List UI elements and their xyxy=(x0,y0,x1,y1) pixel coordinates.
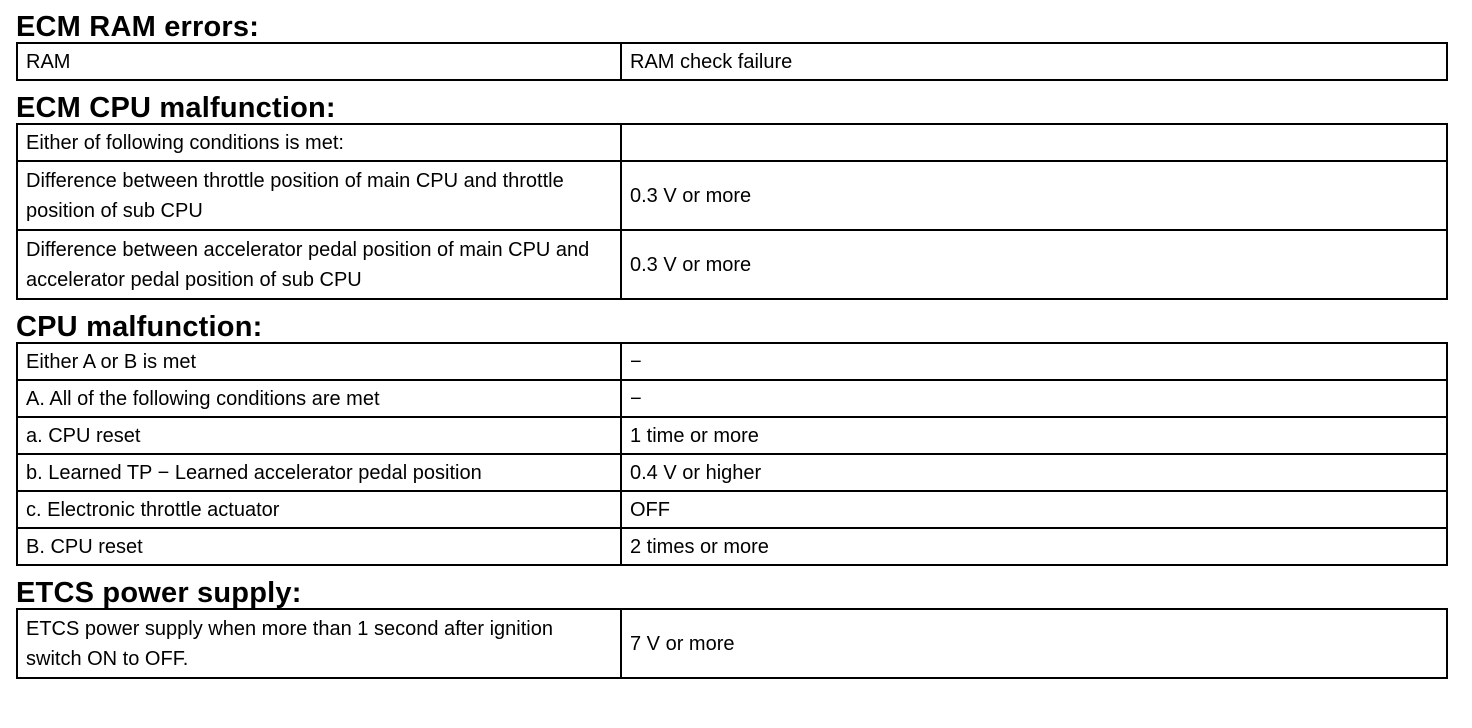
value-cell: 0.3 V or more xyxy=(621,230,1447,299)
section-title-ecm-cpu-malfunction: ECM CPU malfunction: xyxy=(16,92,336,124)
condition-cell: Either A or B is met xyxy=(17,343,621,380)
table-row xyxy=(17,491,1447,528)
value-cell: RAM check failure xyxy=(621,43,1447,80)
value-cell: 0.3 V or more xyxy=(621,161,1447,230)
condition-cell: c. Electronic throttle actuator xyxy=(17,491,621,528)
table-row xyxy=(17,43,1447,80)
condition-cell: Either of following conditions is met: xyxy=(17,124,621,161)
condition-cell: b. Learned TP − Learned accelerator pedal position xyxy=(17,454,621,491)
condition-cell: Difference between accelerator pedal position of main CPU and accelerator pedal position of sub CPU xyxy=(17,230,621,299)
value-cell: 0.4 V or higher xyxy=(621,454,1447,491)
table-etcs-power-supply xyxy=(16,608,1448,679)
condition-cell: A. All of the following conditions are met xyxy=(17,380,621,417)
table-row xyxy=(17,230,1447,299)
value-cell: 2 times or more xyxy=(621,528,1447,565)
table-cpu-malfunction xyxy=(16,342,1448,566)
table-ecm-cpu-malfunction xyxy=(16,123,1448,300)
document-page xyxy=(16,0,1446,679)
section-title-ecm-ram-errors: ECM RAM errors: xyxy=(16,11,260,43)
value-cell: OFF xyxy=(621,491,1447,528)
table-row xyxy=(17,528,1447,565)
value-cell xyxy=(621,124,1447,161)
condition-cell: a. CPU reset xyxy=(17,417,621,454)
value-cell: − xyxy=(621,343,1447,380)
condition-cell: Difference between throttle position of main CPU and throttle position of sub CPU xyxy=(17,161,621,230)
section-title-etcs-power-supply: ETCS power supply: xyxy=(16,577,302,609)
table-row xyxy=(17,454,1447,491)
section-title-cpu-malfunction: CPU malfunction: xyxy=(16,311,263,343)
table-row xyxy=(17,343,1447,380)
table-row xyxy=(17,380,1447,417)
table-row xyxy=(17,124,1447,161)
condition-cell: RAM xyxy=(17,43,621,80)
table-row xyxy=(17,161,1447,230)
value-cell: 1 time or more xyxy=(621,417,1447,454)
value-cell: − xyxy=(621,380,1447,417)
table-row xyxy=(17,417,1447,454)
table-ecm-ram-errors xyxy=(16,42,1448,81)
condition-cell: ETCS power supply when more than 1 second after ignition switch ON to OFF. xyxy=(17,609,621,678)
condition-cell: B. CPU reset xyxy=(17,528,621,565)
table-row xyxy=(17,609,1447,678)
value-cell: 7 V or more xyxy=(621,609,1447,678)
